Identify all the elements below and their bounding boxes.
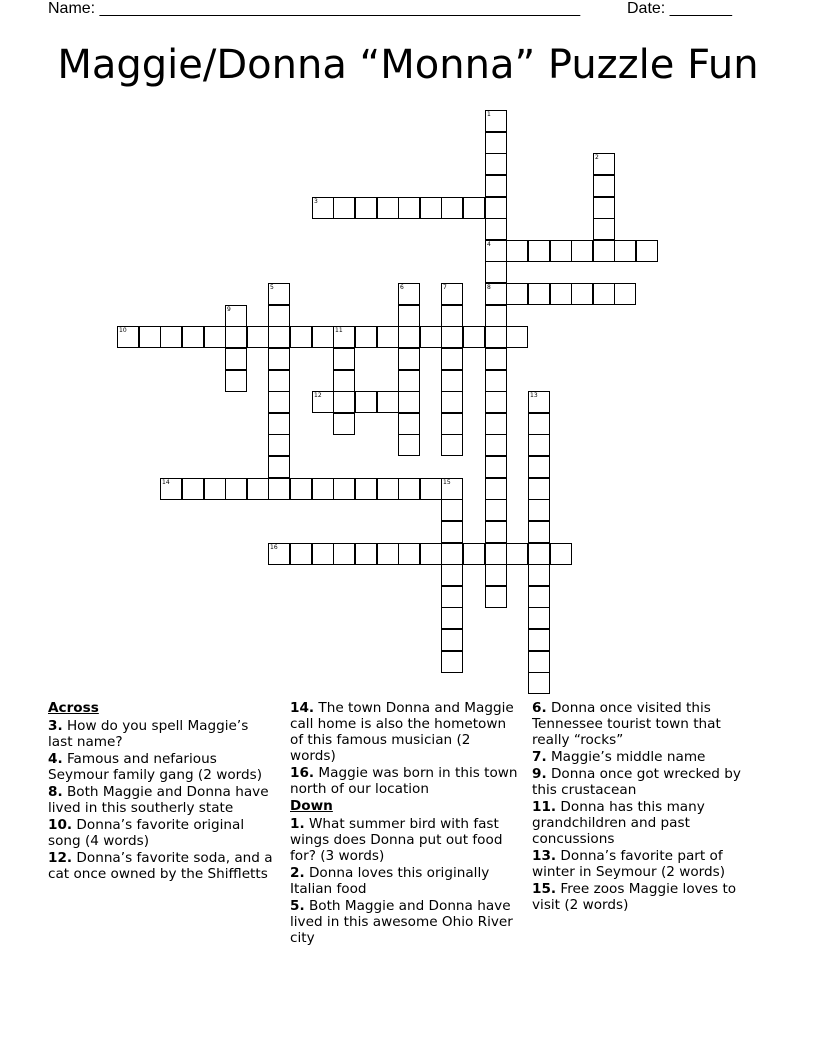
grid-cell[interactable] [441,564,463,586]
grid-cell[interactable] [485,543,507,565]
name-line: Name: ______________________________________________________ [48,0,581,17]
grid-cell[interactable] [182,326,204,348]
grid-cell[interactable] [528,651,550,673]
grid-cell[interactable] [441,543,463,565]
grid-cell[interactable] [355,478,377,500]
grid-cell[interactable] [636,240,658,262]
grid-cell[interactable] [420,543,442,565]
clue-number-label: 5 [270,284,274,291]
grid-cell[interactable] [377,543,399,565]
grid-cell[interactable] [593,218,615,240]
clue-number-label: 10 [119,327,127,334]
grid-cell[interactable] [528,543,550,565]
grid-cell[interactable] [550,543,572,565]
grid-cell[interactable] [420,197,442,219]
page-title: Maggie/Donna “Monna” Puzzle Fun [57,42,759,88]
clue-number: 14. [290,700,315,716]
grid-cell[interactable] [614,240,636,262]
clue-number-label: 14 [162,479,170,486]
grid-cell[interactable] [333,413,355,435]
clue-down-5 [290,898,518,946]
clue-number: 4. [48,751,63,767]
grid-cell[interactable] [182,478,204,500]
grid-cell[interactable] [485,218,507,240]
grid-cell[interactable] [268,305,290,327]
grid-cell[interactable] [268,326,290,348]
grid-cell[interactable] [485,499,507,521]
clue-across-16 [290,765,518,797]
clue-number: 12. [48,850,73,866]
grid-cell[interactable] [485,478,507,500]
grid-cell[interactable] [485,326,507,348]
grid-cell[interactable] [593,283,615,305]
grid-cell[interactable] [355,391,377,413]
grid-cell[interactable] [420,326,442,348]
grid-cell[interactable] [139,326,161,348]
grid-cell[interactable] [268,391,290,413]
grid-cell[interactable] [485,261,507,283]
grid-cell[interactable] [441,499,463,521]
clue-text: Donna’s favorite original song (4 words) [48,817,245,849]
grid-cell[interactable] [268,434,290,456]
grid-cell[interactable] [485,305,507,327]
down-heading: Down [290,798,333,814]
clue-across-8 [48,784,276,816]
clue-down-9 [532,766,760,798]
grid-cell[interactable] [441,348,463,370]
clue-text: What summer bird with fast wings does Donna put out food for? (3 words) [290,816,503,864]
grid-cell[interactable] [441,413,463,435]
grid-cell[interactable] [528,672,550,694]
clue-column-1 [48,700,276,883]
grid-cell[interactable] [398,326,420,348]
grid-cell[interactable] [506,543,528,565]
grid-cell[interactable] [247,326,269,348]
grid-cell[interactable] [333,391,355,413]
clue-down-2 [290,865,518,897]
grid-cell[interactable] [204,478,226,500]
clue-number-label: 2 [595,154,599,161]
clue-text: Maggie was born in this town north of our location [290,765,518,797]
grid-cell[interactable] [441,434,463,456]
grid-cell[interactable] [441,629,463,651]
grid-cell[interactable] [528,586,550,608]
grid-cell[interactable] [398,370,420,392]
clue-number-label: 7 [443,284,447,291]
grid-cell[interactable] [441,607,463,629]
clue-number: 1. [290,816,305,832]
clue-text: Free zoos Maggie loves to visit (2 words) [532,881,737,913]
clue-number-label: 16 [270,544,278,551]
grid-cell[interactable] [441,586,463,608]
grid-cell[interactable] [441,326,463,348]
clue-text: Both Maggie and Donna have lived in this awesome Ohio River city [290,898,513,946]
grid-cell[interactable] [571,240,593,262]
grid-cell[interactable] [312,543,334,565]
clue-number: 9. [532,766,547,782]
grid-cell[interactable] [333,370,355,392]
grid-cell[interactable] [377,478,399,500]
grid-cell[interactable] [312,326,334,348]
grid-cell[interactable] [485,521,507,543]
grid-cell[interactable] [290,326,312,348]
grid-cell[interactable] [441,305,463,327]
grid-cell[interactable] [398,305,420,327]
grid-cell[interactable] [247,478,269,500]
grid-cell[interactable] [441,521,463,543]
grid-cell[interactable] [485,456,507,478]
grid-cell[interactable] [398,391,420,413]
grid-cell[interactable] [225,326,247,348]
grid-cell[interactable] [268,413,290,435]
clue-number-label: 9 [227,306,231,313]
clue-number-label: 1 [487,111,491,118]
grid-cell[interactable] [463,197,485,219]
clue-text: Both Maggie and Donna have lived in this southerly state [48,784,269,816]
clue-text: Donna once visited this Tennessee tourist town that really “rocks” [532,700,721,748]
grid-cell[interactable] [528,607,550,629]
grid-cell[interactable] [528,478,550,500]
grid-cell[interactable] [485,175,507,197]
clue-number-label: 6 [400,284,404,291]
grid-cell[interactable] [550,240,572,262]
grid-cell[interactable] [571,283,593,305]
clue-number: 8. [48,784,63,800]
clue-number: 15. [532,881,557,897]
grid-cell[interactable] [441,370,463,392]
clue-text: Donna once got wrecked by this crustacean [532,766,741,798]
grid-cell[interactable] [528,283,550,305]
grid-cell[interactable] [528,434,550,456]
grid-cell[interactable] [333,543,355,565]
clue-text: Donna’s favorite soda, and a cat once owned by the Shiffletts [48,850,273,882]
clue-column-2 [290,700,518,947]
clue-across-12 [48,850,276,882]
grid-cell[interactable] [593,240,615,262]
grid-cell[interactable] [485,564,507,586]
clue-text: How do you spell Maggie’s last name? [48,718,249,750]
clue-number-label: 4 [487,241,491,248]
grid-cell[interactable] [550,283,572,305]
grid-cell[interactable] [398,413,420,435]
grid-cell[interactable] [312,478,334,500]
clue-number: 2. [290,865,305,881]
grid-cell[interactable] [377,326,399,348]
grid-cell[interactable] [268,456,290,478]
grid-cell[interactable] [268,478,290,500]
grid-cell[interactable] [333,348,355,370]
grid-cell[interactable] [225,478,247,500]
grid-cell[interactable] [528,521,550,543]
grid-cell[interactable] [398,543,420,565]
clue-down-1 [290,816,518,864]
clue-down-13 [532,848,760,880]
grid-cell[interactable] [506,283,528,305]
clue-number: 13. [532,848,557,864]
clue-column-3 [532,700,760,914]
grid-cell[interactable] [528,499,550,521]
clue-number-label: 11 [335,327,343,334]
grid-cell[interactable] [485,132,507,154]
grid-cell[interactable] [290,478,312,500]
grid-cell[interactable] [528,240,550,262]
clue-text: Donna has this many grandchildren and past concussions [532,799,705,847]
grid-cell[interactable] [485,586,507,608]
grid-cell[interactable] [485,153,507,175]
clue-number-label: 13 [530,392,538,399]
clue-number-label: 15 [443,479,451,486]
clue-text: Donna loves this originally Italian food [290,865,490,897]
clue-across-14 [290,700,518,764]
clue-number: 16. [290,765,315,781]
grid-cell[interactable] [398,348,420,370]
clue-number: 7. [532,749,547,765]
grid-cell[interactable] [160,326,182,348]
grid-cell[interactable] [333,478,355,500]
grid-cell[interactable] [355,197,377,219]
grid-cell[interactable] [204,326,226,348]
grid-cell[interactable] [528,413,550,435]
clue-number: 6. [532,700,547,716]
grid-cell[interactable] [528,629,550,651]
clue-number-label: 8 [487,284,491,291]
grid-cell[interactable] [398,197,420,219]
grid-cell[interactable] [268,348,290,370]
grid-cell[interactable] [528,564,550,586]
grid-cell[interactable] [290,543,312,565]
grid-cell[interactable] [398,434,420,456]
grid-cell[interactable] [355,543,377,565]
grid-cell[interactable] [614,283,636,305]
grid-cell[interactable] [506,240,528,262]
grid-cell[interactable] [485,370,507,392]
grid-cell[interactable] [485,434,507,456]
grid-cell[interactable] [377,391,399,413]
grid-cell[interactable] [420,478,442,500]
grid-cell[interactable] [441,391,463,413]
clue-number: 5. [290,898,305,914]
grid-cell[interactable] [398,478,420,500]
grid-cell[interactable] [441,197,463,219]
clue-number: 3. [48,718,63,734]
date-line: Date: _______ [627,0,732,17]
grid-cell[interactable] [593,197,615,219]
clue-number: 11. [532,799,557,815]
grid-cell[interactable] [333,197,355,219]
clue-number-label: 12 [314,392,322,399]
grid-cell[interactable] [377,197,399,219]
grid-cell[interactable] [463,326,485,348]
clue-down-7 [532,749,760,765]
grid-cell[interactable] [506,326,528,348]
clue-text: Maggie’s middle name [550,749,706,765]
grid-cell[interactable] [225,348,247,370]
across-heading: Across [48,700,99,716]
grid-cell[interactable] [463,543,485,565]
grid-cell[interactable] [485,413,507,435]
grid-cell[interactable] [268,370,290,392]
clue-text: The town Donna and Maggie call home is also the hometown of this famous musician (2 words) [290,700,514,764]
clue-text: Donna’s favorite part of winter in Seymour (2 words) [532,848,726,880]
clue-number: 10. [48,817,73,833]
clue-text: Famous and nefarious Seymour family gang (2 words) [48,751,262,783]
clue-down-15 [532,881,760,913]
grid-cell[interactable] [225,370,247,392]
grid-cell[interactable] [485,348,507,370]
grid-cell[interactable] [485,391,507,413]
clue-across-10 [48,817,276,849]
grid-cell[interactable] [528,456,550,478]
clue-down-11 [532,799,760,847]
grid-cell[interactable] [355,326,377,348]
clue-number-label: 3 [314,198,318,205]
clue-across-4 [48,751,276,783]
clue-across-3 [48,718,276,750]
grid-cell[interactable] [593,175,615,197]
clue-down-6 [532,700,760,748]
grid-cell[interactable] [441,651,463,673]
grid-cell[interactable] [485,197,507,219]
